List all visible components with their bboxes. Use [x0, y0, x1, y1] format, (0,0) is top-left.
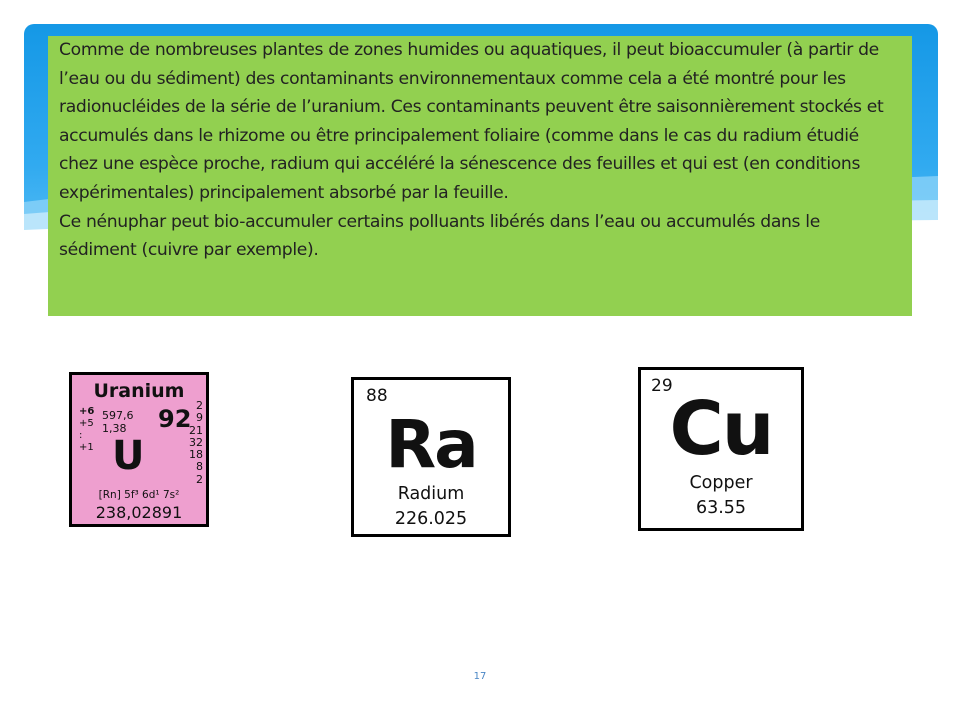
uranium-symbol: U — [112, 433, 145, 479]
copper-element-tile — [638, 367, 804, 531]
copper-name: Copper — [689, 473, 753, 493]
uranium-oxidation-states — [79, 406, 94, 454]
oxidation-state: : — [79, 430, 83, 441]
radium-atomic-number: 88 — [366, 386, 388, 406]
electron-shell: 9 — [196, 411, 203, 425]
uranium-electron-shells — [189, 400, 203, 486]
uranium-properties — [102, 409, 134, 435]
copper-symbol: Cu — [669, 386, 773, 472]
radium-element-tile — [351, 377, 511, 537]
electron-shell: 2 — [196, 472, 203, 486]
electron-shell: 21 — [189, 423, 203, 437]
radium-symbol: Ra — [385, 406, 477, 483]
uranium-melting-point: 597,6 — [102, 409, 134, 422]
copper-atomic-mass: 63.55 — [695, 498, 747, 518]
paragraph-pollutants: Ce nénuphar peut bio-accumuler certains polluants libérés dans l’eau ou accumulés dans le sédiment (cuivre par exemple). — [59, 211, 820, 261]
copper-atomic-number: 29 — [651, 376, 673, 396]
electron-shell: 18 — [189, 448, 203, 462]
radium-atomic-mass: 226.025 — [394, 509, 468, 529]
electron-shell: 8 — [196, 460, 203, 474]
paragraph-bioaccumulation: Comme de nombreuses plantes de zones humides ou aquatiques, il peut bioaccumuler (à partir de l’eau ou du sédiment) des contaminants environnementaux comme cela a été montré pour les radionucléides de la série de l’uranium. Ces contaminants peuvent être saisonnièrement stockés et accumulés dans le rhizome ou être principalement foliaire (comme dans le cas du radium étudié chez une espèce proche, radium qui accéléré la sénescence des feuilles et qui est (en conditions expérimentales) principalement absorbé par la feuille. — [59, 40, 884, 203]
uranium-electronegativity: 1,38 — [102, 422, 127, 435]
page-number: 17 — [473, 671, 487, 682]
radium-name: Radium — [397, 484, 465, 504]
oxidation-state: +1 — [79, 442, 94, 453]
uranium-electron-configuration: [Rn] 5f³ 6d¹ 7s² — [98, 489, 180, 501]
electron-shell: 2 — [196, 399, 203, 412]
uranium-atomic-number: 92 — [158, 405, 192, 433]
electron-shell: 32 — [189, 435, 203, 449]
content-text-box — [48, 36, 912, 316]
oxidation-state: +6 — [79, 406, 95, 417]
uranium-name: Uranium — [93, 380, 185, 402]
uranium-element-tile — [69, 372, 209, 527]
uranium-atomic-mass: 238,02891 — [95, 503, 183, 522]
oxidation-state: +5 — [79, 418, 94, 429]
